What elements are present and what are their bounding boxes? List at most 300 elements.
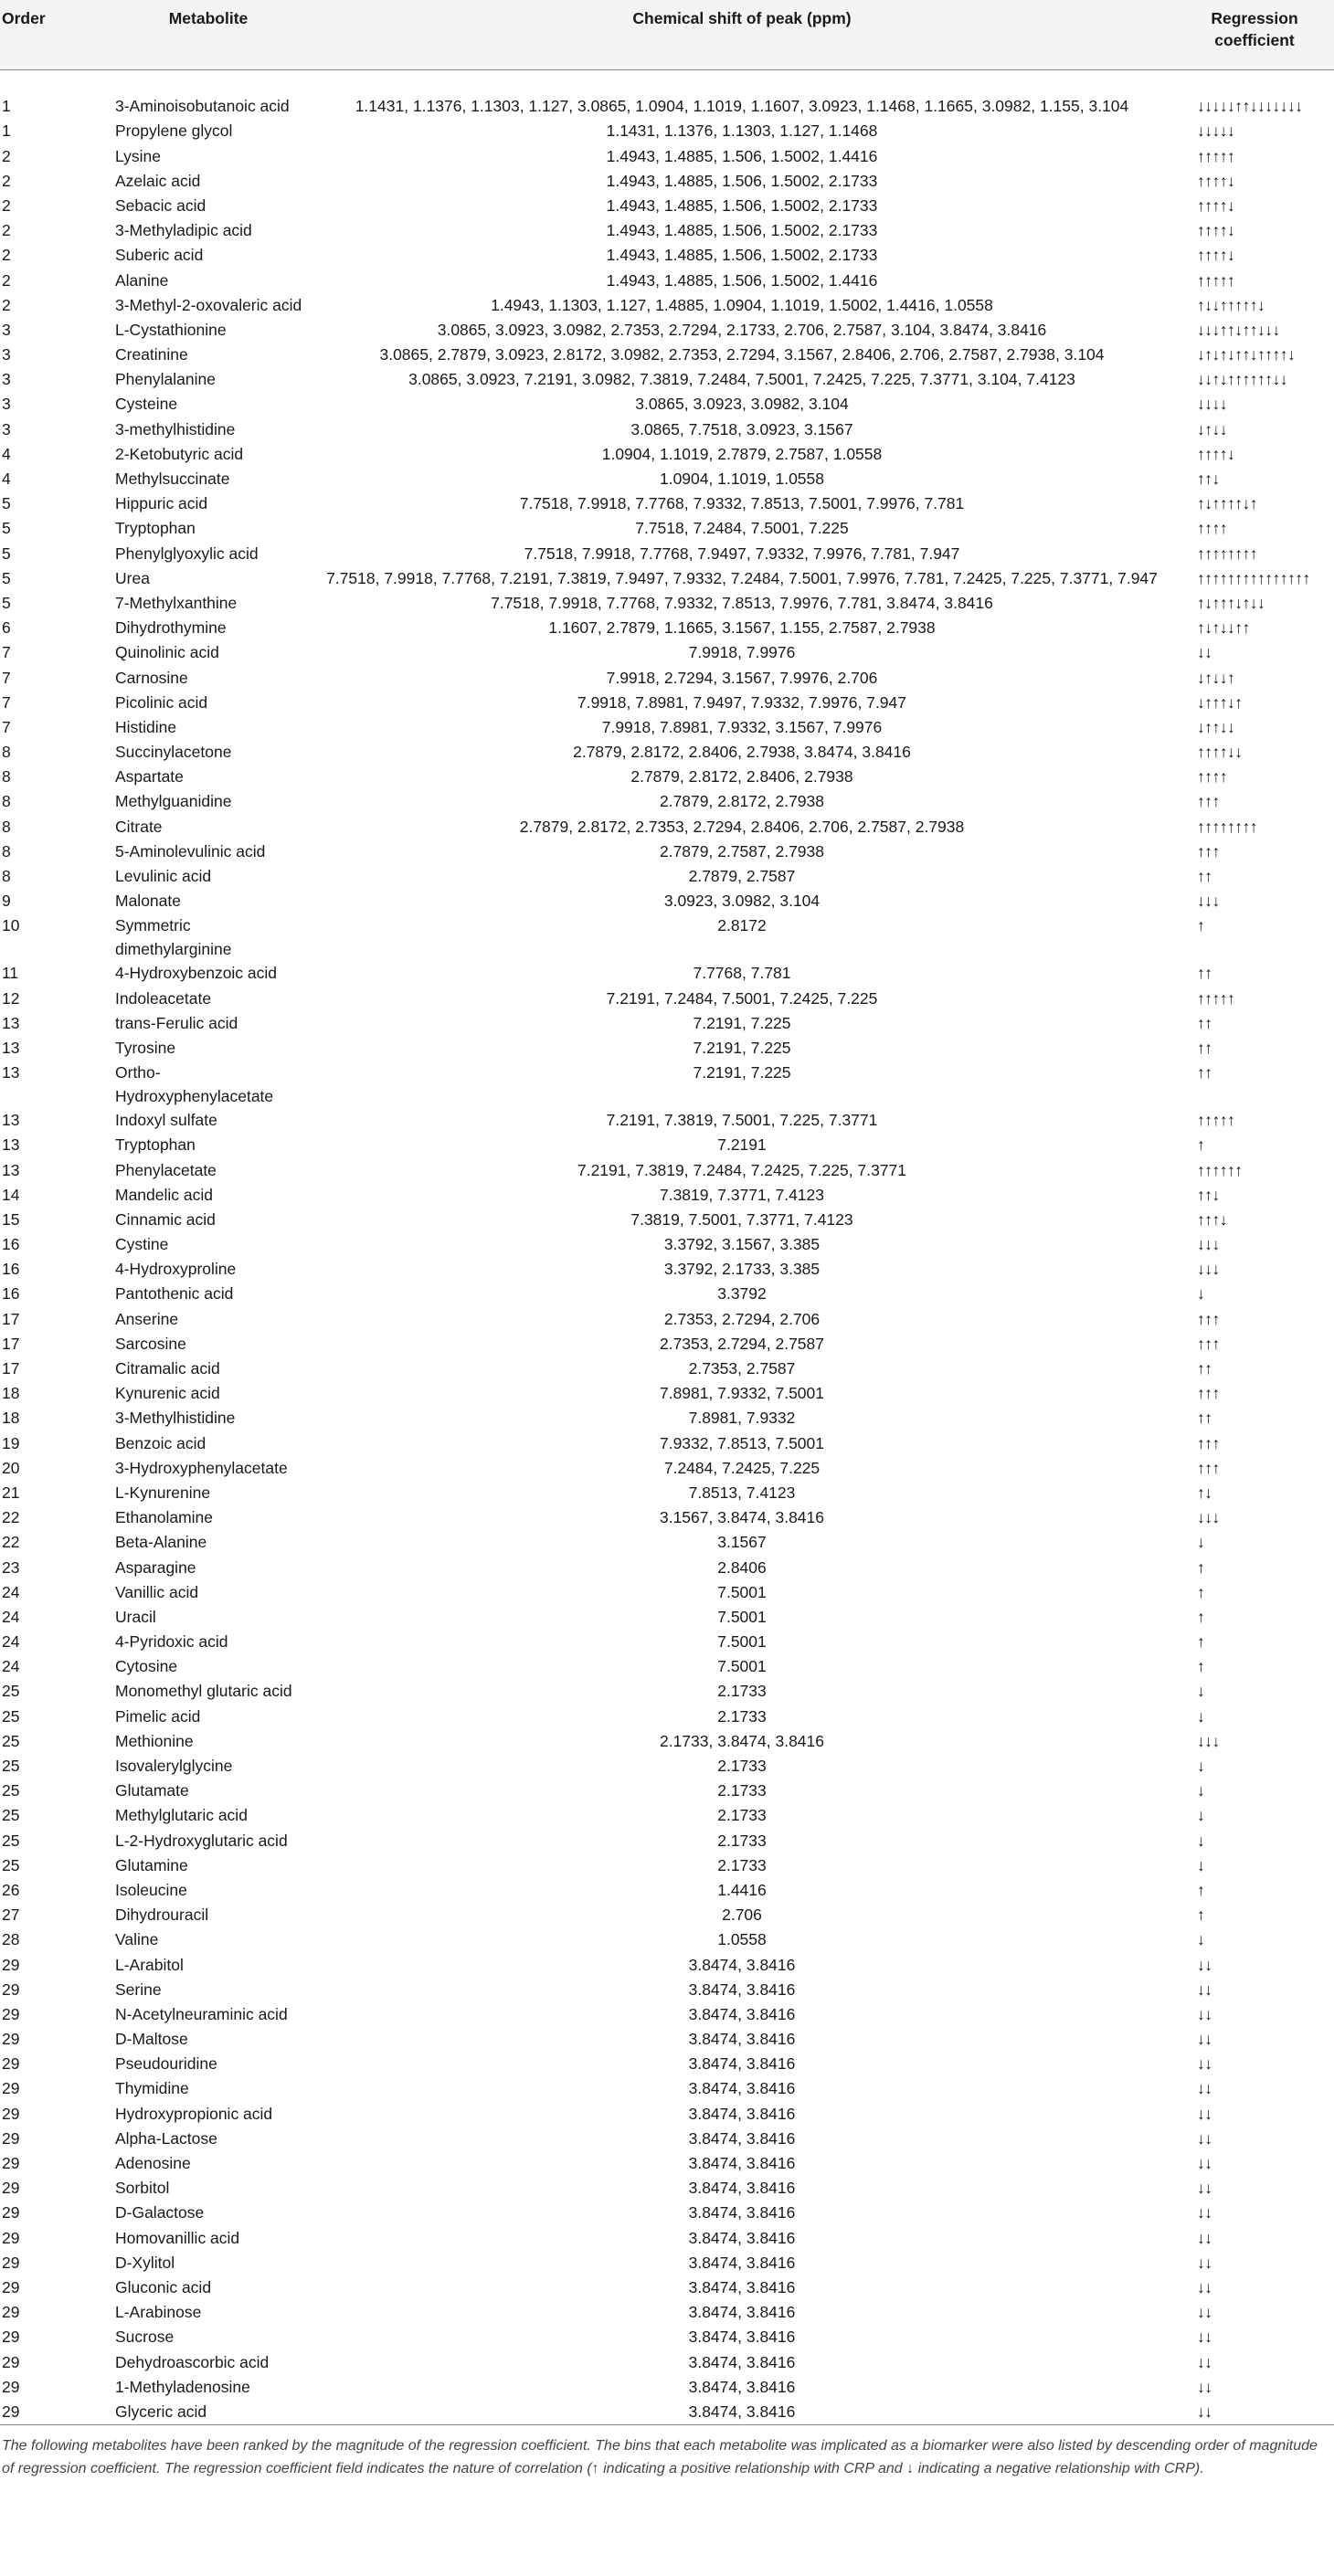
order-cell: 29 — [2, 2303, 20, 2322]
chemical-shift-cell: 3.1567 — [717, 1533, 767, 1552]
chemical-shift-cell: 3.8474, 3.8416 — [688, 2253, 796, 2272]
chemical-shift-cell: 1.4943, 1.4885, 1.506, 1.5002, 2.1733 — [606, 195, 878, 215]
regression-coefficient-cell: ↓↓ — [1197, 2328, 1212, 2347]
metabolite-cell: Methylglutaric acid — [115, 1806, 248, 1825]
chemical-shift-cell: 7.7518, 7.9918, 7.7768, 7.9332, 7.8513, 7.5001, 7.9976, 7.781 — [519, 494, 965, 513]
order-cell: 17 — [2, 1359, 20, 1378]
metabolite-cell: Cysteine — [115, 395, 178, 414]
order-cell: 25 — [2, 1706, 20, 1726]
table-row — [0, 1481, 1334, 1505]
table-row — [0, 691, 1334, 715]
table-row — [0, 1183, 1334, 1208]
order-cell: 7 — [2, 717, 11, 736]
regression-coefficient-cell: ↓↓ — [1197, 2030, 1212, 2049]
metabolite-cell: Adenosine — [115, 2154, 191, 2172]
metabolite-cell: D-Xylitol — [115, 2253, 175, 2272]
order-cell: 28 — [2, 1930, 20, 1949]
metabolite-cell: Malonate — [115, 892, 181, 911]
order-cell: 16 — [2, 1284, 20, 1304]
order-cell: 25 — [2, 1831, 20, 1850]
metabolite-cell: Lysine — [115, 146, 161, 165]
regression-coefficient-cell: ↑↑↑↑↓ — [1197, 444, 1235, 463]
order-cell: 25 — [2, 1781, 20, 1800]
order-cell: 29 — [2, 1955, 20, 1974]
chemical-shift-cell: 2.7353, 2.7294, 2.7587 — [659, 1334, 825, 1353]
metabolite-cell: Glyceric acid — [108, 2400, 309, 2424]
metabolite-cell: Carnosine — [115, 668, 188, 687]
table-row — [0, 392, 1334, 417]
table-row — [0, 1853, 1334, 1878]
order-cell: 5 — [2, 544, 11, 563]
chemical-shift-cell: 2.7879, 2.7587 — [688, 867, 796, 885]
table-row — [0, 839, 1334, 864]
metabolite-cell: L-Arabitol — [115, 1955, 184, 1974]
chemical-shift-cell: 7.9918, 7.9976 — [688, 643, 796, 662]
order-cell: 5 — [2, 519, 11, 538]
table-row — [0, 2027, 1334, 2052]
metabolite-cell: Symmetric dimethylarginine — [115, 916, 232, 959]
table-row — [0, 1282, 1334, 1306]
chemical-shift-cell: 3.8474, 3.8416 — [688, 2030, 796, 2049]
table-row — [0, 1406, 1334, 1431]
metabolite-cell: D-Galactose — [115, 2203, 205, 2222]
order-cell: 8 — [2, 743, 11, 762]
order-cell: 29 — [2, 2228, 20, 2247]
metabolite-cell: Tyrosine — [115, 1038, 176, 1057]
table-row — [0, 566, 1334, 591]
table-row — [0, 417, 1334, 442]
table-row — [0, 94, 1334, 119]
order-cell: 17 — [2, 1334, 20, 1353]
chemical-shift-cell: 7.2191 — [717, 1135, 767, 1155]
table-row — [0, 616, 1334, 640]
chemical-shift-cell: 7.7518, 7.2484, 7.5001, 7.225 — [635, 519, 849, 538]
chemical-shift-cell: 1.4943, 1.1303, 1.127, 1.4885, 1.0904, 1.1019, 1.5002, 1.4416, 1.0558 — [491, 295, 993, 314]
order-cell: 2 — [2, 146, 11, 165]
order-cell: 29 — [2, 2154, 20, 2172]
regression-coefficient-cell: ↓↑↓↓ — [1197, 419, 1227, 438]
chemical-shift-cell: 7.2191, 7.3819, 7.2484, 7.2425, 7.225, 7.3771 — [577, 1160, 907, 1179]
table-row — [0, 987, 1334, 1011]
table-row — [0, 243, 1334, 268]
metabolite-cell: Hydroxypropionic acid — [115, 2104, 273, 2123]
table-row — [0, 1803, 1334, 1828]
regression-coefficient-cell: ↑↑ — [1197, 1359, 1212, 1378]
order-cell: 24 — [2, 1607, 20, 1626]
regression-coefficient-cell: ↑↑↑ — [1197, 1334, 1220, 1353]
metabolite-cell: 7-Methylxanthine — [115, 593, 238, 612]
chemical-shift-cell: 7.2191, 7.225 — [693, 1038, 791, 1057]
chemical-shift-cell: 2.706 — [722, 1906, 762, 1925]
order-cell: 16 — [2, 1260, 20, 1279]
table-row — [0, 1829, 1334, 1853]
chemical-shift-cell: 1.4943, 1.4885, 1.506, 1.5002, 1.4416 — [606, 146, 878, 165]
order-cell: 15 — [2, 1209, 20, 1229]
chemical-shift-cell: 2.7879, 2.7587, 2.7938 — [659, 841, 825, 860]
order-cell: 21 — [2, 1483, 20, 1502]
chemical-shift-cell: 3.8474, 3.8416 — [688, 2228, 796, 2247]
chemical-shift-cell: 3.0865, 2.7879, 3.0923, 2.8172, 3.0982, 2.7353, 2.7294, 3.1567, 2.8406, 2.706, 2.7587, 2.7938, 3.104 — [379, 345, 1105, 364]
table-row — [0, 1556, 1334, 1580]
order-cell: 29 — [0, 2400, 108, 2424]
regression-coefficient-cell: ↑↑↑↑↑ — [1197, 270, 1235, 290]
order-cell: 12 — [2, 988, 20, 1008]
table-row — [0, 1257, 1334, 1282]
order-cell: 1 — [2, 121, 11, 141]
regression-coefficient-cell: ↓ — [1197, 1806, 1205, 1825]
metabolite-cell: Anserine — [115, 1309, 179, 1328]
table-row — [0, 1978, 1334, 2002]
chemical-shift-cell: 2.1733 — [717, 1757, 767, 1775]
metabolite-cell: 3-Methylhistidine — [115, 1409, 236, 1428]
regression-coefficient-cell: ↓↑↓↓↑ — [1197, 668, 1235, 687]
table-row — [0, 2400, 1334, 2424]
chemical-shift-cell: 7.8981, 7.9332, 7.5001 — [659, 1384, 825, 1403]
regression-coefficient-cell: ↑↑↑↑↑ — [1197, 988, 1235, 1008]
metabolite-cell: Pimelic acid — [115, 1706, 201, 1726]
order-cell: 13 — [2, 1063, 20, 1082]
metabolite-cell: L-Kynurenine — [115, 1483, 211, 1502]
metabolite-cell: Asparagine — [115, 1557, 196, 1577]
regression-coefficient-cell: ↓↓ — [1197, 2179, 1212, 2198]
table-row — [0, 194, 1334, 218]
metabolite-cell: Citrate — [115, 817, 163, 836]
table-row — [0, 2201, 1334, 2225]
chemical-shift-cell: 3.8474, 3.8416 — [688, 2079, 796, 2098]
metabolite-cell: Sebacic acid — [115, 195, 206, 215]
order-cell: 11 — [2, 964, 19, 983]
metabolite-cell: Methionine — [115, 1731, 194, 1750]
order-cell: 18 — [2, 1409, 20, 1428]
metabolite-cell: 4-Hydroxybenzoic acid — [115, 964, 278, 983]
header-chemical-shift: Chemical shift of peak (ppm) — [309, 0, 1175, 69]
chemical-shift-cell: 2.1733 — [717, 1706, 767, 1726]
order-cell: 19 — [2, 1433, 20, 1452]
regression-coefficient-cell: ↓↓↓ — [1197, 1260, 1220, 1279]
order-cell: 2 — [2, 195, 11, 215]
regression-coefficient-cell: ↑ — [1197, 1632, 1205, 1652]
chemical-shift-cell: 1.4943, 1.4885, 1.506, 1.5002, 2.1733 — [606, 221, 878, 240]
table-row — [0, 2076, 1334, 2101]
order-cell: 29 — [2, 2253, 20, 2272]
chemical-shift-cell: 3.0865, 7.7518, 3.0923, 3.1567 — [630, 419, 853, 438]
chemical-shift-cell: 3.0865, 3.0923, 3.0982, 3.104 — [635, 395, 849, 414]
metabolite-cell: Picolinic acid — [115, 692, 208, 712]
table-row — [0, 1061, 1334, 1108]
table-row — [0, 889, 1334, 913]
order-cell: 25 — [2, 1731, 20, 1750]
regression-coefficient-cell: ↑↑↑↑↑ — [1197, 1111, 1235, 1130]
order-cell: 29 — [2, 2328, 20, 2347]
regression-coefficient-cell: ↑↑↑↑↓ — [1197, 171, 1235, 190]
metabolite-cell: Monomethyl glutaric acid — [115, 1682, 292, 1701]
table-row — [0, 2325, 1334, 2349]
table-row — [0, 491, 1334, 516]
table-row — [0, 913, 1334, 961]
order-cell: 13 — [2, 1038, 20, 1057]
chemical-shift-cell: 7.2191, 7.225 — [693, 1063, 791, 1082]
chemical-shift-cell: 7.5001 — [717, 1607, 767, 1626]
metabolite-cell: Phenylglyoxylic acid — [115, 544, 259, 563]
regression-coefficient-cell: ↓ — [1197, 1533, 1205, 1552]
metabolite-cell: 2-Ketobutyric acid — [115, 444, 244, 463]
metabolite-cell: Kynurenic acid — [115, 1384, 220, 1403]
regression-coefficient-cell: ↓↓ — [1175, 2400, 1334, 2424]
table-row — [0, 2350, 1334, 2375]
table-row — [0, 1605, 1334, 1630]
metabolite-cell: Urea — [115, 568, 150, 587]
table-row — [0, 318, 1334, 343]
chemical-shift-cell: 3.0923, 3.0982, 3.104 — [663, 892, 821, 911]
metabolite-cell: Phenylalanine — [115, 370, 216, 389]
metabolite-cell: Alpha-Lactose — [115, 2128, 217, 2148]
regression-coefficient-cell: ↓↓ — [1197, 2128, 1212, 2148]
order-cell: 23 — [2, 1557, 20, 1577]
table-row — [0, 218, 1334, 243]
chemical-shift-cell: 2.7353, 2.7294, 2.706 — [663, 1309, 821, 1328]
chemical-shift-cell: 7.3819, 7.5001, 7.3771, 7.4123 — [630, 1209, 853, 1229]
chemical-shift-cell: 3.8474, 3.8416 — [688, 2203, 796, 2222]
chemical-shift-cell: 1.4416 — [717, 1880, 767, 1899]
metabolite-cell: Levulinic acid — [115, 867, 212, 885]
regression-coefficient-cell: ↓↓↓ — [1197, 1731, 1220, 1750]
regression-coefficient-cell: ↑↑↑ — [1197, 1458, 1220, 1477]
metabolite-cell: Suberic acid — [115, 246, 204, 265]
regression-coefficient-cell: ↑ — [1197, 1607, 1205, 1626]
chemical-shift-cell: 7.2191, 7.3819, 7.5001, 7.225, 7.3771 — [606, 1111, 878, 1130]
metabolite-cell: Gluconic acid — [115, 2277, 212, 2296]
metabolite-cell: 3-methylhistidine — [115, 419, 236, 438]
regression-coefficient-cell: ↑ — [1197, 1880, 1205, 1899]
order-cell: 3 — [2, 345, 11, 364]
metabolite-cell: Citramalic acid — [115, 1359, 220, 1378]
table-body — [0, 69, 1334, 2424]
regression-coefficient-cell: ↑ — [1197, 1906, 1205, 1925]
header-regression-coefficient: Regression coefficient — [1175, 0, 1334, 69]
table-row — [0, 2226, 1334, 2251]
metabolite-cell: Thymidine — [115, 2079, 189, 2098]
regression-coefficient-cell: ↑↓↑↑↑↑↓↑ — [1197, 494, 1257, 513]
metabolite-cell: Phenylacetate — [115, 1160, 217, 1179]
regression-coefficient-cell: ↑↑↑↑↑↑↑↑ — [1197, 817, 1257, 836]
chemical-shift-cell: 7.2191, 7.2484, 7.5001, 7.2425, 7.225 — [606, 988, 878, 1008]
regression-coefficient-cell: ↑↑↑↑↓ — [1197, 221, 1235, 240]
chemical-shift-cell: 3.8474, 3.8416 — [688, 1955, 796, 1974]
regression-coefficient-cell: ↑↓ — [1197, 1483, 1212, 1502]
metabolite-cell: L-Arabinose — [115, 2303, 202, 2322]
chemical-shift-cell: 7.8981, 7.9332 — [688, 1409, 796, 1428]
table-row — [0, 2375, 1334, 2400]
metabolite-cell: 3-Methyladipic acid — [115, 221, 252, 240]
metabolite-cell: Quinolinic acid — [115, 643, 219, 662]
order-cell: 22 — [2, 1533, 20, 1552]
order-cell: 2 — [2, 246, 11, 265]
table-row — [0, 1878, 1334, 1903]
regression-coefficient-cell: ↓↑↑↓↓ — [1197, 717, 1235, 736]
regression-coefficient-cell: ↑ — [1197, 1582, 1205, 1601]
chemical-shift-cell: 3.8474, 3.8416 — [688, 2054, 796, 2074]
regression-coefficient-cell: ↑↑↑↑↑↑↑↑ — [1197, 544, 1257, 563]
table-row — [0, 961, 1334, 986]
regression-coefficient-cell: ↑ — [1197, 1657, 1205, 1676]
regression-coefficient-cell: ↓ — [1197, 1682, 1205, 1701]
regression-coefficient-cell: ↑↑ — [1197, 867, 1212, 885]
chemical-shift-cell: 3.8474, 3.8416 — [688, 2179, 796, 2198]
order-cell: 24 — [2, 1632, 20, 1652]
regression-coefficient-cell: ↑↑↑ — [1197, 841, 1220, 860]
table-row — [0, 864, 1334, 889]
metabolite-cell: Methylsuccinate — [115, 470, 230, 488]
regression-coefficient-cell: ↓ — [1197, 1757, 1205, 1775]
table-row — [0, 2052, 1334, 2076]
chemical-shift-cell: 7.5001 — [717, 1657, 767, 1676]
order-cell: 29 — [2, 2079, 20, 2098]
order-cell: 4 — [2, 444, 11, 463]
table-row — [0, 1208, 1334, 1232]
metabolite-cell: Tryptophan — [115, 519, 196, 538]
metabolite-cell: N-Acetylneuraminic acid — [115, 2004, 288, 2023]
regression-coefficient-cell: ↑↑ — [1197, 1013, 1212, 1032]
regression-coefficient-cell: ↓↓ — [1197, 2352, 1212, 2371]
chemical-shift-cell: 7.9918, 2.7294, 3.1567, 7.9976, 2.706 — [606, 668, 878, 687]
table-row — [0, 1133, 1334, 1157]
order-cell: 3 — [2, 395, 11, 414]
order-cell: 1 — [2, 97, 11, 116]
table-row — [0, 1307, 1334, 1332]
chemical-shift-cell: 2.1733 — [717, 1682, 767, 1701]
chemical-shift-cell: 2.1733, 3.8474, 3.8416 — [659, 1731, 825, 1750]
order-cell: 2 — [2, 171, 11, 190]
regression-coefficient-cell: ↓↓ — [1197, 2154, 1212, 2172]
metabolite-cell: D-Maltose — [115, 2030, 188, 2049]
chemical-shift-cell: 7.2484, 7.2425, 7.225 — [663, 1458, 821, 1477]
regression-coefficient-cell: ↑↑↑ — [1197, 792, 1220, 811]
order-cell: 9 — [2, 892, 11, 911]
metabolite-cell: Serine — [115, 1980, 162, 1999]
header-spacer — [0, 69, 1334, 94]
order-cell: 29 — [2, 2179, 20, 2198]
chemical-shift-cell: 2.7879, 2.8172, 2.7938 — [659, 792, 825, 811]
regression-coefficient-cell: ↓↓ — [1197, 2253, 1212, 2272]
regression-coefficient-cell: ↑↑ — [1197, 1038, 1212, 1057]
regression-coefficient-cell: ↑ — [1197, 1135, 1205, 1155]
order-cell: 2 — [2, 221, 11, 240]
regression-coefficient-cell: ↓↓ — [1197, 2228, 1212, 2247]
table-header — [0, 0, 1334, 69]
order-cell: 24 — [2, 1582, 20, 1601]
regression-coefficient-cell: ↓ — [1197, 1284, 1205, 1304]
regression-coefficient-cell: ↓↑↑↑↓↑ — [1197, 692, 1243, 712]
metabolite-cell: Isoleucine — [115, 1880, 187, 1899]
table-row — [0, 765, 1334, 789]
chemical-shift-cell: 7.5001 — [717, 1632, 767, 1652]
order-cell: 14 — [2, 1185, 20, 1204]
metabolite-cell: Dihydrothymine — [115, 618, 227, 638]
table-row — [0, 666, 1334, 691]
table-row — [0, 1630, 1334, 1654]
table-row — [0, 2176, 1334, 2201]
header-metabolite: Metabolite — [108, 0, 309, 69]
regression-coefficient-cell: ↑↑↑↑↑ — [1197, 146, 1235, 165]
metabolite-cell: Pseudouridine — [115, 2054, 217, 2074]
chemical-shift-cell: 1.4943, 1.4885, 1.506, 1.5002, 1.4416 — [606, 270, 878, 290]
metabolite-cell: Indoxyl sulfate — [115, 1111, 217, 1130]
metabolite-cell: Sucrose — [115, 2328, 175, 2347]
regression-coefficient-cell: ↑↑↑↑↓↓ — [1197, 743, 1243, 762]
order-cell: 2 — [2, 270, 11, 290]
metabolite-cell: Indoleacetate — [115, 988, 212, 1008]
chemical-shift-cell: 7.3819, 7.3771, 7.4123 — [659, 1185, 825, 1204]
table-row — [0, 1679, 1334, 1704]
chemical-shift-cell: 3.8474, 3.8416 — [688, 2004, 796, 2023]
table-row — [0, 343, 1334, 367]
order-cell: 29 — [2, 2377, 20, 2396]
regression-coefficient-cell: ↑↑↑↑↑↑↑↑↑↑↑↑↑↑↑ — [1197, 568, 1310, 587]
order-cell: 5 — [2, 593, 11, 612]
order-cell: 3 — [2, 320, 11, 339]
regression-coefficient-cell: ↑↑ — [1197, 1063, 1212, 1082]
chemical-shift-cell: 1.1431, 1.1376, 1.1303, 1.127, 1.1468 — [606, 121, 878, 141]
metabolite-cell: Mandelic acid — [115, 1185, 213, 1204]
order-cell: 26 — [2, 1880, 20, 1899]
chemical-shift-cell: 2.1733 — [717, 1831, 767, 1850]
regression-coefficient-cell: ↑↓↑↓↓↑↑ — [1197, 618, 1250, 638]
table-row — [0, 169, 1334, 194]
chemical-shift-cell: 7.7518, 7.9918, 7.7768, 7.9497, 7.9332, 7.9976, 7.781, 7.947 — [524, 544, 960, 563]
regression-coefficient-cell: ↓↓↓↑↑↓↑↑↓↓↓ — [1197, 320, 1280, 339]
chemical-shift-cell: 2.7879, 2.8172, 2.8406, 2.7938 — [630, 767, 853, 787]
chemical-shift-cell: 3.3792, 2.1733, 3.385 — [663, 1260, 821, 1279]
chemical-shift-cell: 7.5001 — [717, 1582, 767, 1601]
regression-coefficient-cell: ↓ — [1197, 1930, 1205, 1949]
table-row — [0, 1580, 1334, 1605]
table-row — [0, 1903, 1334, 1927]
regression-coefficient-cell: ↓↓ — [1197, 2203, 1212, 2222]
chemical-shift-cell: 3.8474, 3.8416 — [688, 2277, 796, 2296]
table-row — [0, 367, 1334, 392]
table-row — [0, 2251, 1334, 2275]
chemical-shift-cell: 3.3792 — [717, 1284, 767, 1304]
regression-coefficient-cell: ↓↓ — [1197, 2277, 1212, 2296]
metabolite-cell: Vanillic acid — [115, 1582, 199, 1601]
order-cell: 17 — [2, 1309, 20, 1328]
regression-coefficient-cell: ↓ — [1197, 1831, 1205, 1850]
table-row — [0, 1381, 1334, 1406]
metabolite-cell: Sorbitol — [115, 2179, 170, 2198]
order-cell: 25 — [2, 1682, 20, 1701]
order-cell: 5 — [2, 568, 11, 587]
regression-coefficient-cell: ↑↑↑↑↓ — [1197, 246, 1235, 265]
chemical-shift-cell: 3.8474, 3.8416 — [688, 2104, 796, 2123]
order-cell: 18 — [2, 1384, 20, 1403]
metabolite-cell: L-Cystathionine — [115, 320, 227, 339]
chemical-shift-cell: 2.7879, 2.8172, 2.7353, 2.7294, 2.8406, 2.706, 2.7587, 2.7938 — [519, 817, 965, 836]
regression-coefficient-cell: ↑↑↑ — [1197, 1309, 1220, 1328]
table-row — [0, 542, 1334, 566]
table-row — [0, 1779, 1334, 1803]
metabolite-cell: Histidine — [115, 717, 177, 736]
chemical-shift-cell: 3.8474, 3.8416 — [688, 2352, 796, 2371]
chemical-shift-cell: 3.8474, 3.8416 — [688, 2303, 796, 2322]
regression-coefficient-cell: ↑↑↑↑↓ — [1197, 195, 1235, 215]
chemical-shift-cell: 7.8513, 7.4123 — [688, 1483, 796, 1502]
regression-coefficient-cell: ↑↑↑ — [1197, 1384, 1220, 1403]
chemical-shift-cell: 3.1567, 3.8474, 3.8416 — [659, 1508, 825, 1527]
regression-coefficient-cell: ↓ — [1197, 1855, 1205, 1874]
metabolite-cell: Benzoic acid — [115, 1433, 206, 1452]
metabolite-cell: Ethanolamine — [115, 1508, 214, 1527]
table-row — [0, 2300, 1334, 2325]
